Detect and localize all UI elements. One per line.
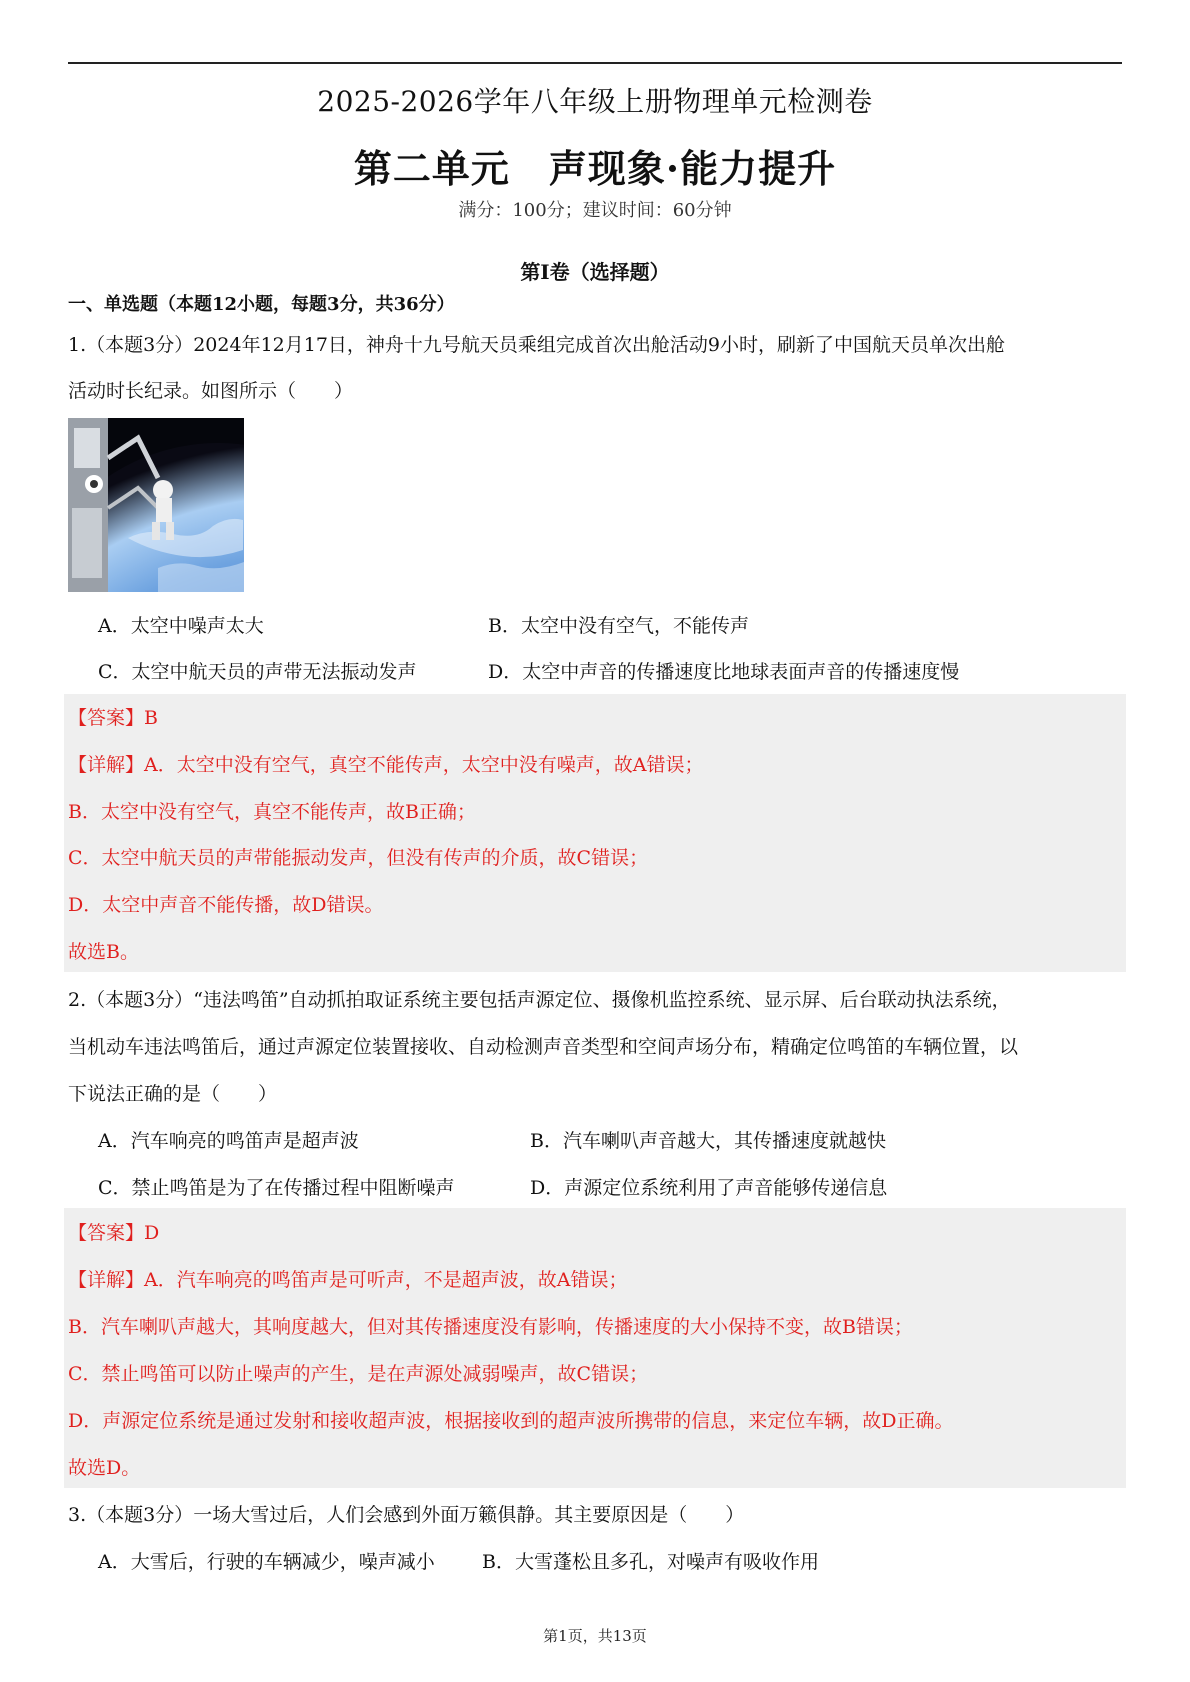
q2-answer-box <box>64 1208 1126 1488</box>
q1-detail-line: D．太空中声音不能传播，故D错误。 <box>68 894 384 916</box>
q1-stem-line1: 1.（本题3分）2024年12月17日，神舟十九号航天员乘组完成首次出舱活动9小时，刷新了中国航天员单次出舱 <box>68 334 1006 356</box>
q1-option-a: A．太空中噪声太大 <box>98 615 264 637</box>
page-number: 第1页，共13页 <box>543 1627 647 1645</box>
section-heading: 一、单选题（本题12小题，每题3分，共36分） <box>68 294 455 315</box>
q2-detail-line: D．声源定位系统是通过发射和接收超声波，根据接收到的超声波所携带的信息，来定位车辆，故D正确。 <box>68 1410 954 1432</box>
q1-stem-line2: 活动时长纪录。如图所示（ ） <box>68 380 354 402</box>
q1-detail-line: 故选B。 <box>68 941 139 963</box>
q2-detail-line: B．汽车喇叭声越大，其响度越大，但对其传播速度没有影响，传播速度的大小保持不变，故B错误； <box>68 1316 913 1338</box>
q2-stem-line1: 2.（本题3分）“违法鸣笛”自动抓拍取证系统主要包括声源定位、摄像机监控系统、显示屏、后台联动执法系统， <box>68 989 1011 1011</box>
q1-option-b: B．太空中没有空气，不能传声 <box>488 615 749 637</box>
astronaut-photo <box>68 418 244 592</box>
q3-stem-line1: 3.（本题3分）一场大雪过后，人们会感到外面万籁俱静。其主要原因是（ ） <box>68 1504 745 1526</box>
q2-detail-line: 故选D。 <box>68 1457 141 1479</box>
q2-option-d: D．声源定位系统利用了声音能够传递信息 <box>530 1177 888 1199</box>
q1-detail-line: 【详解】A．太空中没有空气，真空不能传声，太空中没有噪声，故A错误； <box>68 754 704 776</box>
volume-heading: 第Ⅰ卷（选择题） <box>520 260 670 284</box>
q2-detail-line: C．禁止鸣笛可以防止噪声的产生，是在声源处减弱噪声，故C错误； <box>68 1363 649 1385</box>
q1-option-c: C．太空中航天员的声带无法振动发声 <box>98 661 417 683</box>
q1-detail-line: B．太空中没有空气，真空不能传声，故B正确； <box>68 801 476 823</box>
q2-answer: 【答案】D <box>68 1222 160 1244</box>
q1-detail-line: C．太空中航天员的声带能振动发声，但没有传声的介质，故C错误； <box>68 847 649 869</box>
q1-answer: 【答案】B <box>68 707 158 729</box>
q2-stem-line3: 下说法正确的是（ ） <box>68 1083 278 1105</box>
q3-option-b: B．大雪蓬松且多孔，对噪声有吸收作用 <box>482 1551 819 1573</box>
unit-title: 第二单元 声现象·能力提升 <box>353 146 837 191</box>
q2-stem-line2: 当机动车违法鸣笛后，通过声源定位装置接收、自动检测声音类型和空间声场分布，精确定位鸣笛的车辆位置，以 <box>68 1036 1019 1058</box>
q3-option-a: A．大雪后，行驶的车辆减少，噪声减小 <box>98 1551 435 1573</box>
top-rule <box>68 62 1122 64</box>
exam-meta: 满分：100分；建议时间：60分钟 <box>458 200 732 221</box>
q2-option-b: B．汽车喇叭声音越大，其传播速度就越快 <box>530 1130 886 1152</box>
q2-option-c: C．禁止鸣笛是为了在传播过程中阻断噪声 <box>98 1177 455 1199</box>
q2-option-a: A．汽车响亮的鸣笛声是超声波 <box>98 1130 359 1152</box>
q1-option-d: D．太空中声音的传播速度比地球表面声音的传播速度慢 <box>488 661 960 683</box>
q1-answer-box <box>64 694 1126 972</box>
exam-title: 2025-2026学年八年级上册物理单元检测卷 <box>317 85 873 118</box>
q2-detail-line: 【详解】A．汽车响亮的鸣笛声是可听声，不是超声波，故A错误； <box>68 1269 628 1291</box>
